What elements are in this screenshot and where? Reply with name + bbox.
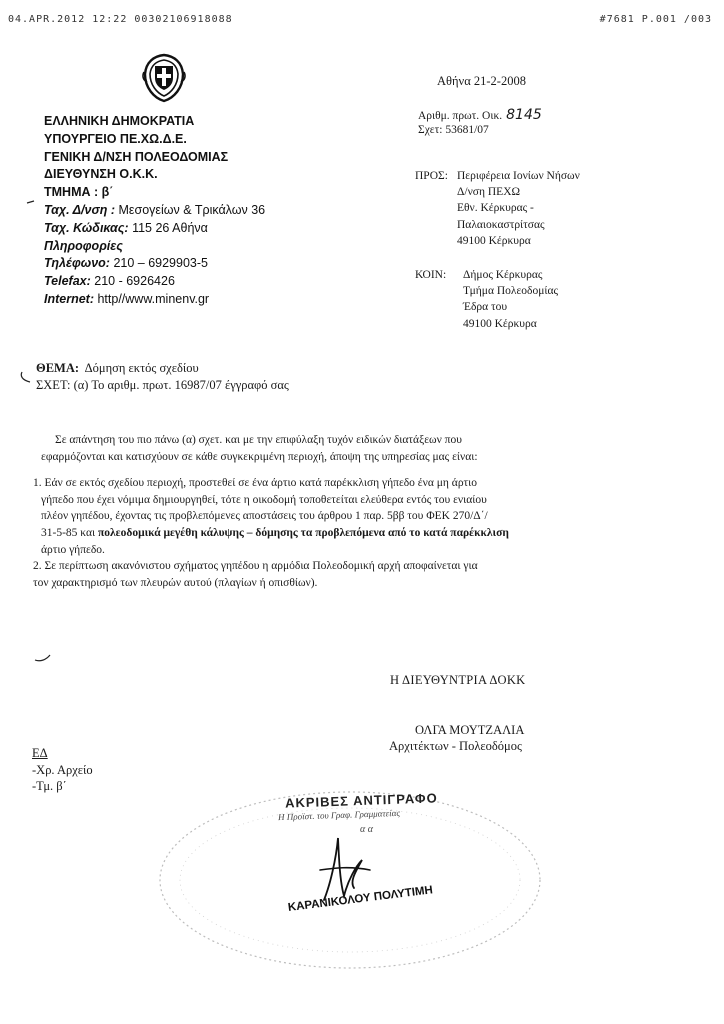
subject-related-line	[36, 377, 289, 394]
item-line: πλέον γηπέδου, έχοντας τις προβλεπόμενες αποστάσεις του άρθρου 1 παρ. 5ββ του ΦΕΚ 270/Δ΄/	[41, 510, 488, 523]
signatory-title: Η ΔΙΕΥΘΥΝΤΡΙΑ ΔΟΚΚ	[390, 673, 526, 687]
issuer-line: ΥΠΟΥΡΓΕΙΟ ΠΕ.ΧΩ.Δ.Ε.	[44, 131, 187, 146]
intro-paragraph	[33, 432, 703, 465]
item-line	[33, 525, 703, 542]
distribution-item: -Χρ. Αρχείο	[32, 762, 93, 777]
cc-line: 49100 Κέρκυρα	[463, 317, 537, 330]
signatory-name: ΟΛΓΑ ΜΟΥΤΖΑΛΙΑ	[415, 723, 525, 737]
related-value: 53681/07	[445, 124, 489, 136]
item-line: γήπεδο που έχει νόμιμα δημιουργηθεί, τότε η οικοδομή τοποθετείται ελεύθερα εντός του ενιαίου	[41, 493, 487, 506]
intro-line: Σε απάντηση του πιο πάνω (α) σχετ. και με την επιφύλαξη τυχόν ειδικών διατάξεων που	[55, 434, 462, 446]
item-line: άρτιο γήπεδο.	[41, 543, 105, 556]
issuer-line: ΤΜΗΜΑ : β΄	[44, 185, 114, 200]
issuer-address	[44, 202, 265, 220]
coat-of-arms-emblem	[140, 52, 188, 104]
issuer-line: ΔΙΕΥΘΥΝΣΗ Ο.Κ.Κ.	[44, 167, 158, 182]
recipient-block	[415, 168, 580, 249]
subject-related-value: (α) Το αριθμ. πρωτ. 16987/07 έγγραφό σας	[73, 377, 289, 392]
stamp-subtitle: Η Προϊστ. του Γραφ. Γραμματείας	[277, 807, 401, 823]
item-text-bold: πολεοδομικά μεγέθη κάλυψης – δόμησης τα προβλεπόμενα από το κατά παρέκκλιση	[97, 526, 509, 539]
signatory-role: Αρχιτέκτων - Πολεοδόμος	[389, 739, 522, 753]
address-value: Μεσογείων & Τρικάλων 36	[118, 202, 266, 217]
distribution-list	[32, 745, 93, 795]
issuer-line: ΓΕΝΙΚΗ Δ/ΝΣΗ ΠΟΛΕΟΔΟΜΙΑΣ	[44, 149, 229, 164]
stamp-signatory-name: ΚΑΡΑΝΙΚΟΛΟΥ ΠΟΛΥΤΙΜΗ	[287, 884, 434, 914]
subject-label: ΘΕΜΑ:	[36, 361, 80, 375]
postcode-label: Ταχ. Κώδικας:	[44, 220, 129, 235]
address-label: Ταχ. Δ/νση :	[44, 202, 116, 217]
stamp-title: ΑΚΡΙΒΕΣ ΑΝΤΙΓΡΑΦΟ	[284, 790, 438, 811]
margin-hook-icon	[18, 370, 38, 386]
issuer-fax	[44, 273, 265, 291]
phone-label: Τηλέφωνο:	[44, 256, 110, 271]
related-line	[418, 123, 542, 137]
issuer-phone	[44, 255, 265, 273]
item-line: τον χαρακτηρισμό των πλευρών αυτού (πλαγίων ή οπισθίων).	[33, 576, 318, 589]
item-line: 2. Σε περίπτωση ακανόνιστου σχήματος γηπέδου η αρμόδια Πολεοδομική αρχή αποφαίνεται για	[33, 560, 478, 573]
info-label: Πληροφορίες	[44, 238, 123, 253]
distribution-heading: ΕΔ	[32, 746, 48, 760]
cc-line: Έδρα του	[463, 301, 508, 314]
to-line: Δ/νση ΠΕΧΩ	[457, 186, 521, 199]
cc-label: ΚΟΙΝ:	[415, 269, 447, 281]
reference-block	[418, 108, 542, 137]
letter-body	[33, 432, 703, 591]
cc-line: Δήμος Κέρκυρας	[463, 269, 543, 281]
fax-header-left: 04.APR.2012 12:22 00302106918088	[8, 14, 233, 25]
fax-label: Telefax:	[44, 274, 91, 289]
phone-value: 210 – 6929903-5	[113, 256, 208, 271]
protocol-label: Αριθμ. πρωτ. Οικ.	[418, 110, 503, 122]
subject-block	[36, 360, 289, 393]
protocol-number: 8145	[506, 107, 542, 123]
list-item	[33, 558, 703, 591]
subject-line	[36, 360, 289, 377]
to-line: Παλαιοκαστρίτσας	[457, 218, 545, 231]
distribution-item: -Τμ. β΄	[32, 779, 67, 793]
document-date: Αθήνα 21-2-2008	[437, 74, 526, 88]
to-label: ΠΡΟΣ:	[415, 170, 448, 182]
list-item	[33, 475, 703, 558]
intro-line: εφαρμόζονται και κατισχύουν σε κάθε συγκεκριμένη περιοχή, άποψη της υπηρεσίας μας είναι:	[41, 450, 478, 463]
internet-value: http//www.minenv.gr	[97, 291, 210, 306]
postcode-value: 115 26 Αθήνα	[132, 220, 208, 235]
copy-recipient-block	[415, 267, 558, 332]
item-text: 31-5-85 και	[41, 526, 98, 539]
internet-label: Internet:	[44, 291, 94, 306]
issuer-block	[44, 113, 265, 309]
margin-mark-icon	[34, 654, 52, 664]
to-line: Περιφέρεια Ιονίων Νήσων	[457, 170, 580, 182]
issuer-line: ΕΛΛΗΝΙΚΗ ΔΗΜΟΚΡΑΤΙΑ	[44, 114, 195, 128]
fax-header-right: #7681 P.001 /003	[599, 14, 712, 25]
issuer-postcode	[44, 220, 265, 238]
fax-value: 210 - 6926426	[94, 274, 175, 289]
cc-line: Τμήμα Πολεοδομίας	[463, 285, 559, 298]
issuer-internet	[44, 291, 265, 309]
protocol-line	[418, 108, 542, 123]
margin-mark-icon	[26, 198, 36, 206]
stamp-aa: α α	[360, 824, 373, 835]
subject-related-label: ΣΧΕΤ:	[36, 377, 71, 392]
related-label: Σχετ:	[418, 124, 443, 136]
to-line: Εθν. Κέρκυρας -	[457, 202, 534, 215]
subject-value: Δόμηση εκτός σχεδίου	[84, 361, 199, 375]
item-line: 1. Εάν σε εκτός σχεδίου περιοχή, προστεθεί σε ένα άρτιο κατά παρέκκλιση γήπεδο ένα μη άρτιο	[33, 477, 478, 490]
to-line: 49100 Κέρκυρα	[457, 234, 531, 247]
